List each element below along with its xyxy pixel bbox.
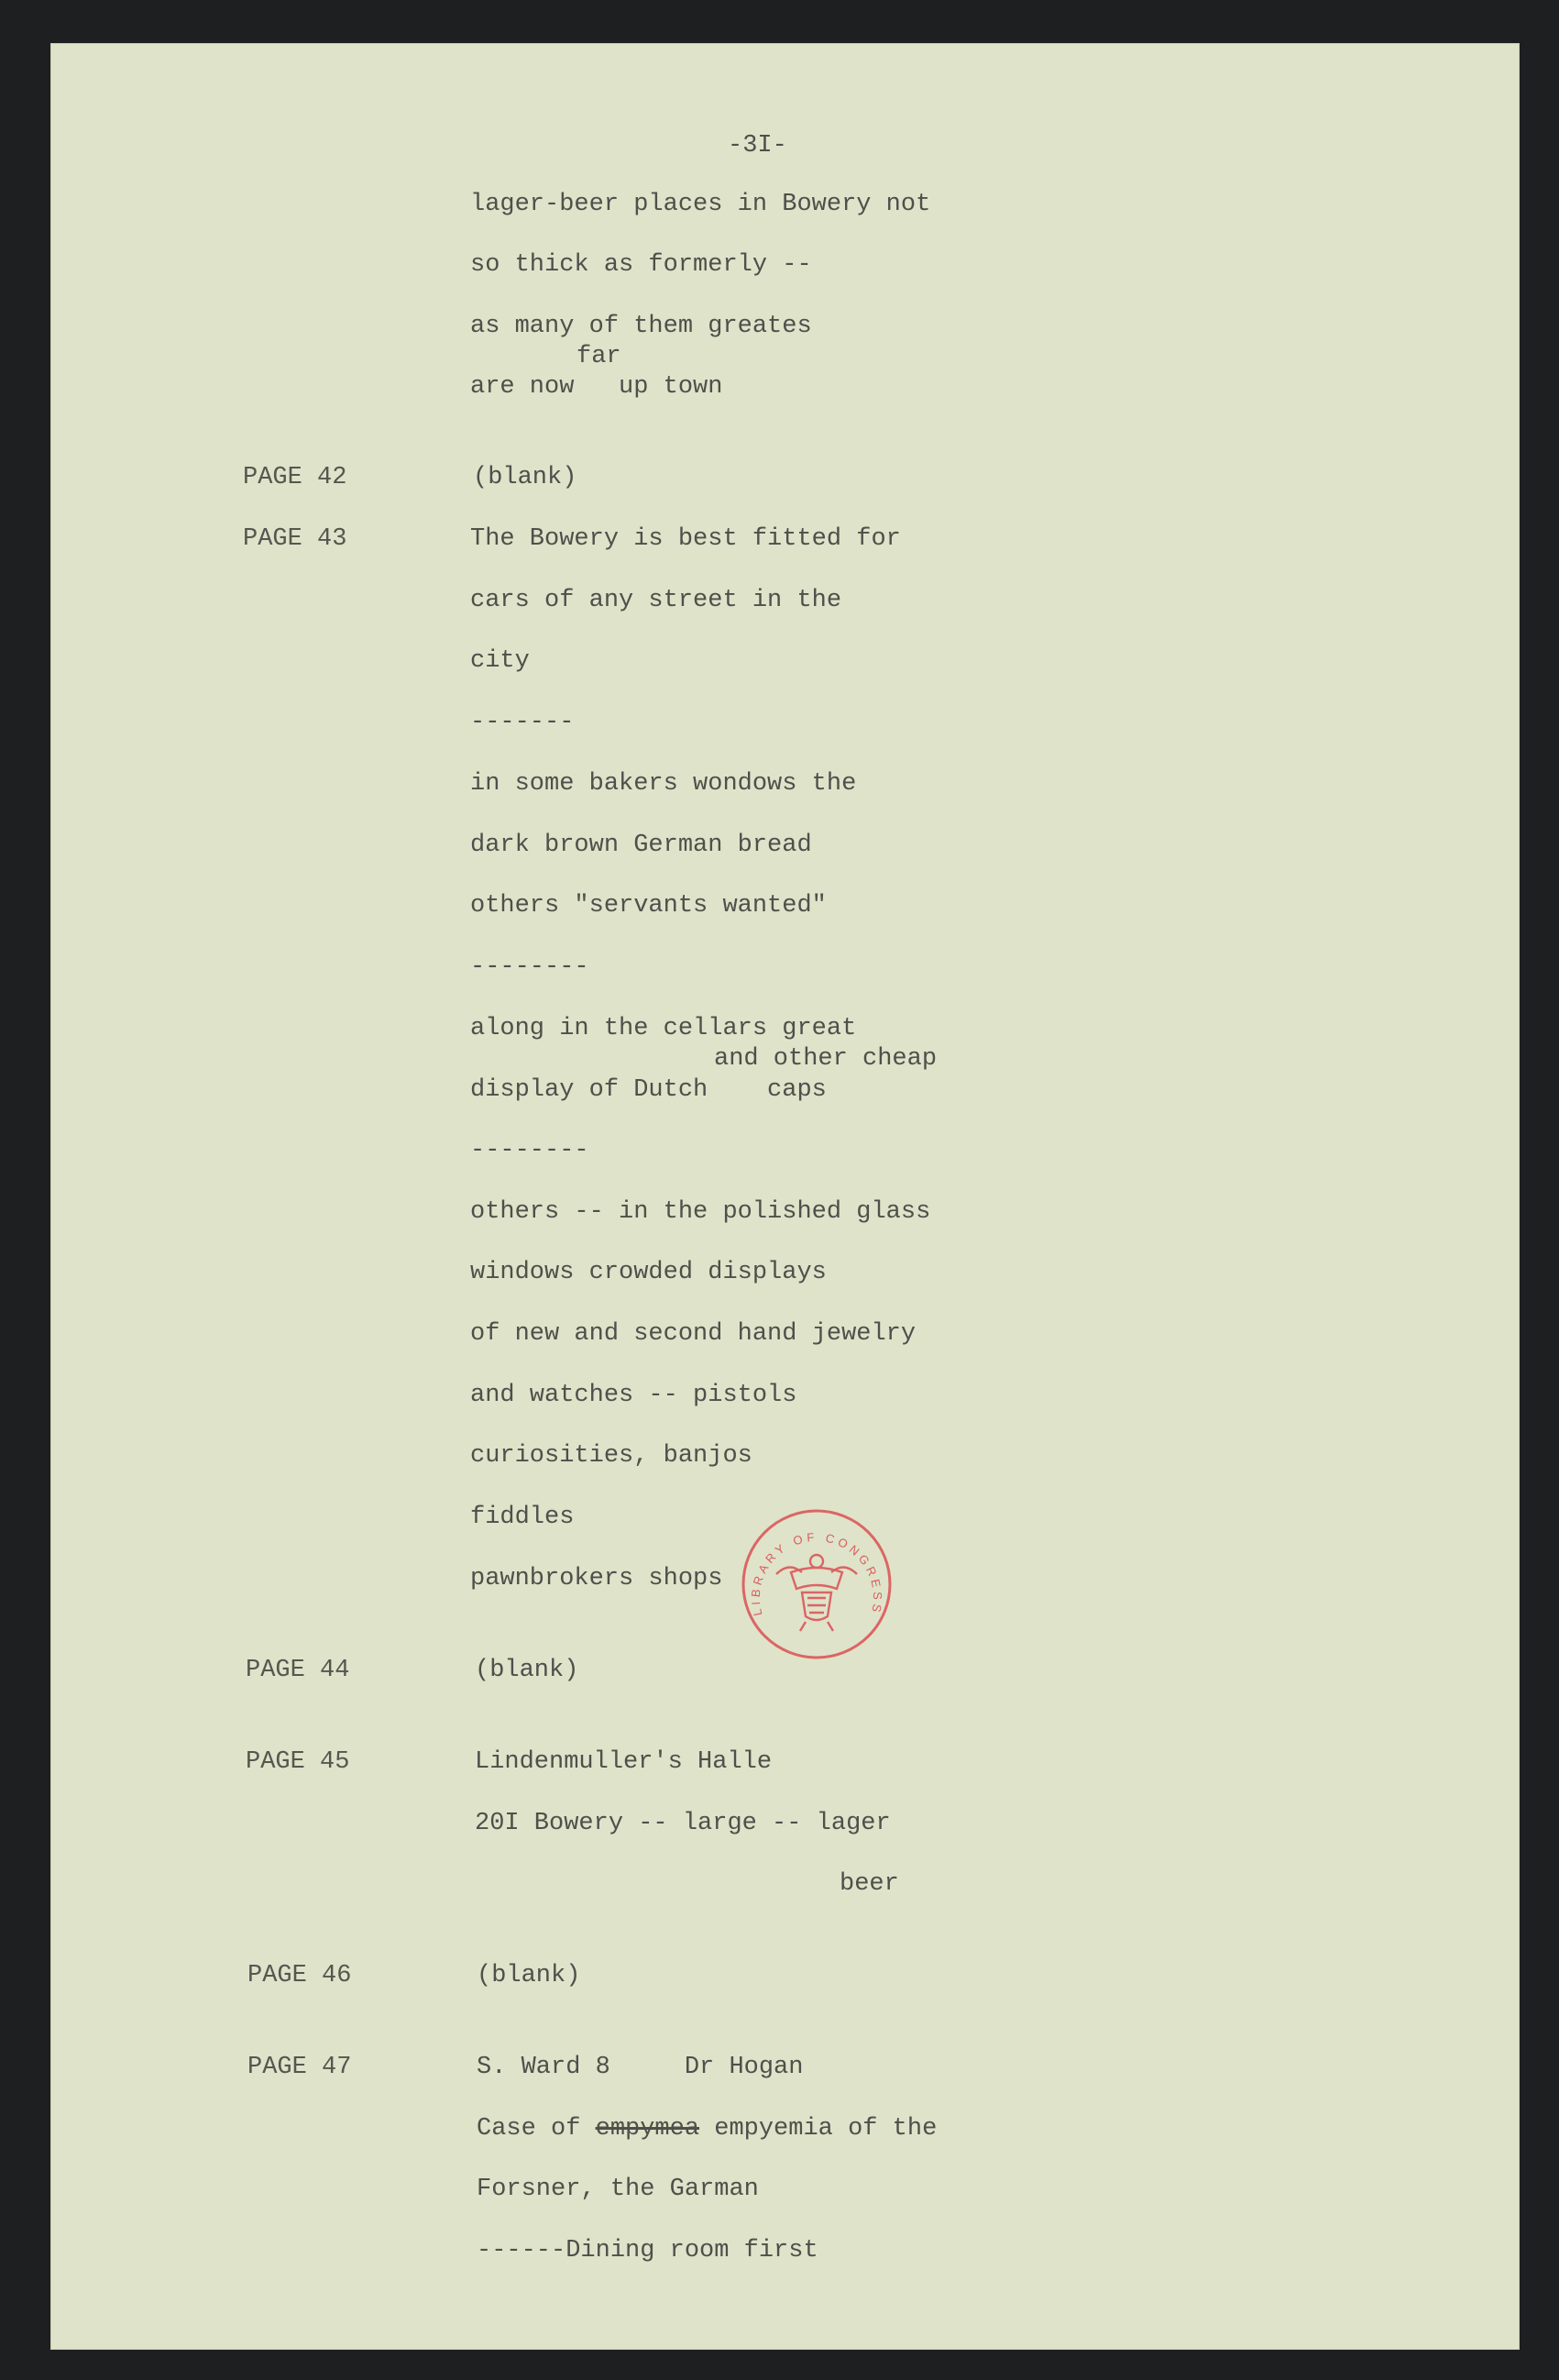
text-line: so thick as formerly -- xyxy=(470,251,812,279)
text-line: are now up town xyxy=(470,373,723,401)
text-line: (blank) xyxy=(473,464,577,491)
text-line: (blank) xyxy=(475,1657,579,1684)
page-label: PAGE 45 xyxy=(246,1748,350,1776)
text-line: others -- in the polished glass xyxy=(470,1198,931,1226)
page-label: PAGE 46 xyxy=(247,1962,352,1989)
text-line: Forsner, the Garman xyxy=(477,2176,759,2203)
text-line-with-strikeout xyxy=(477,2114,937,2143)
text-line: dark brown German bread xyxy=(470,832,812,859)
text-line: The Bowery is best fitted for xyxy=(470,525,901,553)
text-line: curiosities, banjos xyxy=(470,1442,752,1470)
text-line: others "servants wanted" xyxy=(470,892,827,920)
text-line: Lindenmuller's Halle xyxy=(475,1748,773,1776)
separator-line: -------- xyxy=(470,953,589,981)
page-label: PAGE 43 xyxy=(243,525,347,553)
text-line: along in the cellars great xyxy=(470,1015,857,1042)
document-page xyxy=(50,43,1520,2350)
separator-line: -------- xyxy=(470,1137,589,1164)
text-line: fiddles xyxy=(470,1504,575,1531)
page-label: PAGE 42 xyxy=(243,464,347,491)
library-of-congress-stamp xyxy=(736,1508,897,1660)
text-line: city xyxy=(470,647,530,675)
eagle-emblem-icon xyxy=(776,1555,857,1631)
text-line: S. Ward 8 Dr Hogan xyxy=(477,2054,804,2081)
page-label: PAGE 44 xyxy=(246,1657,350,1684)
text-line: as many of them greates xyxy=(470,313,812,340)
text-line: of new and second hand jewelry xyxy=(470,1320,917,1348)
text-line: beer xyxy=(840,1870,899,1898)
text-line: display of Dutch caps xyxy=(470,1076,827,1104)
page-number: -3I- xyxy=(728,132,787,160)
svg-text:LIBRARY OF CONGRESS: LIBRARY OF CONGRESS xyxy=(748,1529,885,1617)
text-fragment: Case of xyxy=(477,2115,596,2143)
text-line: windows crowded displays xyxy=(470,1259,827,1286)
text-line: pawnbrokers shops xyxy=(470,1565,723,1592)
struck-text: empymea xyxy=(595,2115,700,2143)
text-line: 20I Bowery -- large -- lager xyxy=(475,1810,891,1837)
separator-line: ------- xyxy=(470,709,575,736)
text-line: cars of any street in the xyxy=(470,587,842,614)
text-line: (blank) xyxy=(477,1962,581,1989)
page-label: PAGE 47 xyxy=(247,2054,352,2081)
text-line: lager-beer places in Bowery not xyxy=(470,191,931,218)
text-line: in some bakers wondows the xyxy=(470,770,857,798)
interlinear-insert: far xyxy=(576,343,621,370)
text-line: ------Dining room first xyxy=(477,2237,818,2264)
text-fragment: empyemia of the xyxy=(699,2115,938,2143)
interlinear-insert: and other cheap xyxy=(714,1045,938,1073)
text-line: and watches -- pistols xyxy=(470,1382,797,1409)
